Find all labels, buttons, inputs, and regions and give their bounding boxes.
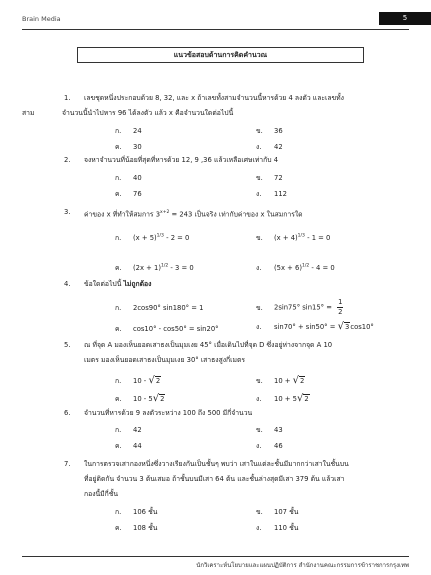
option-d: ง. 46 — [256, 442, 283, 450]
option-b: ข. 10 + √2 — [256, 375, 305, 386]
footer-text: นักวิเคราะห์นโยบายและแผนปฏิบัติการ สำนักงานคณะกรรมการข้าราชการกรุงเทพ — [196, 562, 409, 569]
option-b: ข. 107 ชั้น — [256, 508, 299, 516]
question-number: 2. — [64, 156, 71, 164]
option-a: ก. 2cos90° sin180° = 1 — [115, 304, 204, 312]
option-b: ข. 43 — [256, 426, 283, 434]
question-text-cont: เมตร มองเห็นยอดเสาธงเป็นมุมเงย 30° เสาธงสูงกี่เมตร — [84, 356, 246, 364]
question-text-cont: กองนี้มีกี่ชั้น — [84, 490, 119, 498]
option-c: ค. 10 - 5√2 — [115, 393, 165, 404]
option-a: ก. 24 — [115, 127, 142, 135]
question-number: 5. — [64, 341, 71, 349]
question-text: ณ ที่จุด A มองเห็นยอดเสาธงเป็นมุมเงย 45° เมื่อเดินไปที่จุด D ซึ่งอยู่ห่างจากจุด A 10 — [84, 341, 333, 349]
question-text-cont: สาม จำนวนนี้นำไปหาร 96 ได้ลงตัว แล้ว x คือจำนวนใดต่อไปนี้ — [22, 109, 234, 117]
question-text: ข้อใดต่อไปนี้ ไม่ถูกต้อง — [84, 280, 152, 288]
option-a: ก. $(x + 5)^{1/3} - 2 = 0$ — [115, 233, 190, 242]
question-text-cont: ที่อยู่ติดกัน จำนวน 3 ต้นเสมอ ถ้าชั้นบนมีเสา 64 ต้น และชั้นล่างสุดมีเสา 379 ต้น แล้วเสา — [84, 475, 345, 483]
option-c: ค. 76 — [115, 190, 142, 198]
option-b: ข. $(x + 4)^{1/3} - 1 = 0$ — [256, 233, 331, 242]
option-d: ง. 42 — [256, 143, 283, 151]
question-text: จำนวนที่หารด้วย 9 ลงตัวระหว่าง 100 ถึง 500 มีกี่จำนวน — [84, 409, 253, 417]
question-text: ค่าของ x ที่ทำให้สมการ $3^{x+2} = 243$ เป็นจริง เท่ากับค่าของ x ในสมการใด — [84, 210, 303, 219]
option-c: ค. cos10° - cos50° = sin20° — [115, 325, 219, 333]
option-c: ค. 44 — [115, 442, 142, 450]
page-number-box: 5 — [379, 12, 431, 25]
option-c: ค. 30 — [115, 143, 142, 151]
question-text: จงหาจำนวนที่น้อยที่สุดที่หารด้วย 12, 9 ,36 แล้วเหลือเศษเท่ากับ 4 — [84, 156, 279, 164]
brand-label: Brain Media — [22, 15, 61, 23]
header-rule — [22, 29, 409, 30]
option-c: ค. $(2x + 1)^{1/2} - 3 = 0$ — [115, 263, 194, 272]
option-d: ง. 110 ชั้น — [256, 524, 299, 532]
option-d: ง. 10 + 5√2 — [256, 393, 309, 404]
section-title: แนวข้อสอบด้านการคิดคำนวณ — [77, 47, 364, 63]
question-number: 6. — [64, 409, 71, 417]
question-number: 4. — [64, 280, 71, 288]
option-b: ข. 36 — [256, 127, 283, 135]
question-text: ในการตรวจเสากองหนึ่งซึ่งวางเรียงกันเป็นชั้นๆ พบว่า เสาในแต่ละชั้นมีมากกว่าเสาในชั้นบน — [84, 460, 349, 468]
option-a: ก. 42 — [115, 426, 142, 434]
option-d: ง. $(5x + 6)^{1/2} - 4 = 0$ — [256, 263, 335, 272]
footer-rule — [22, 556, 409, 557]
option-d: ง. 112 — [256, 190, 287, 198]
option-a: ก. 106 ชั้น — [115, 508, 158, 516]
option-b: ข. 2sin75° sin15° = $\frac{1}{2}$ — [256, 298, 343, 316]
option-d: ง. sin70° + sin50° = √3cos10° — [256, 321, 374, 332]
option-a: ก. 10 - √2 — [115, 375, 161, 386]
question-text: เลขชุดหนึ่งประกอบด้วย 8, 32, และ x ถ้าเลขทั้งสามจำนวนนี้หารด้วย 4 ลงตัว และเลขทั้ง — [84, 94, 344, 102]
question-number: 1. — [64, 94, 71, 102]
option-c: ค. 108 ชั้น — [115, 524, 158, 532]
question-number: 7. — [64, 460, 71, 468]
option-a: ก. 40 — [115, 174, 142, 182]
option-b: ข. 72 — [256, 174, 283, 182]
question-number: 3. — [64, 208, 71, 216]
